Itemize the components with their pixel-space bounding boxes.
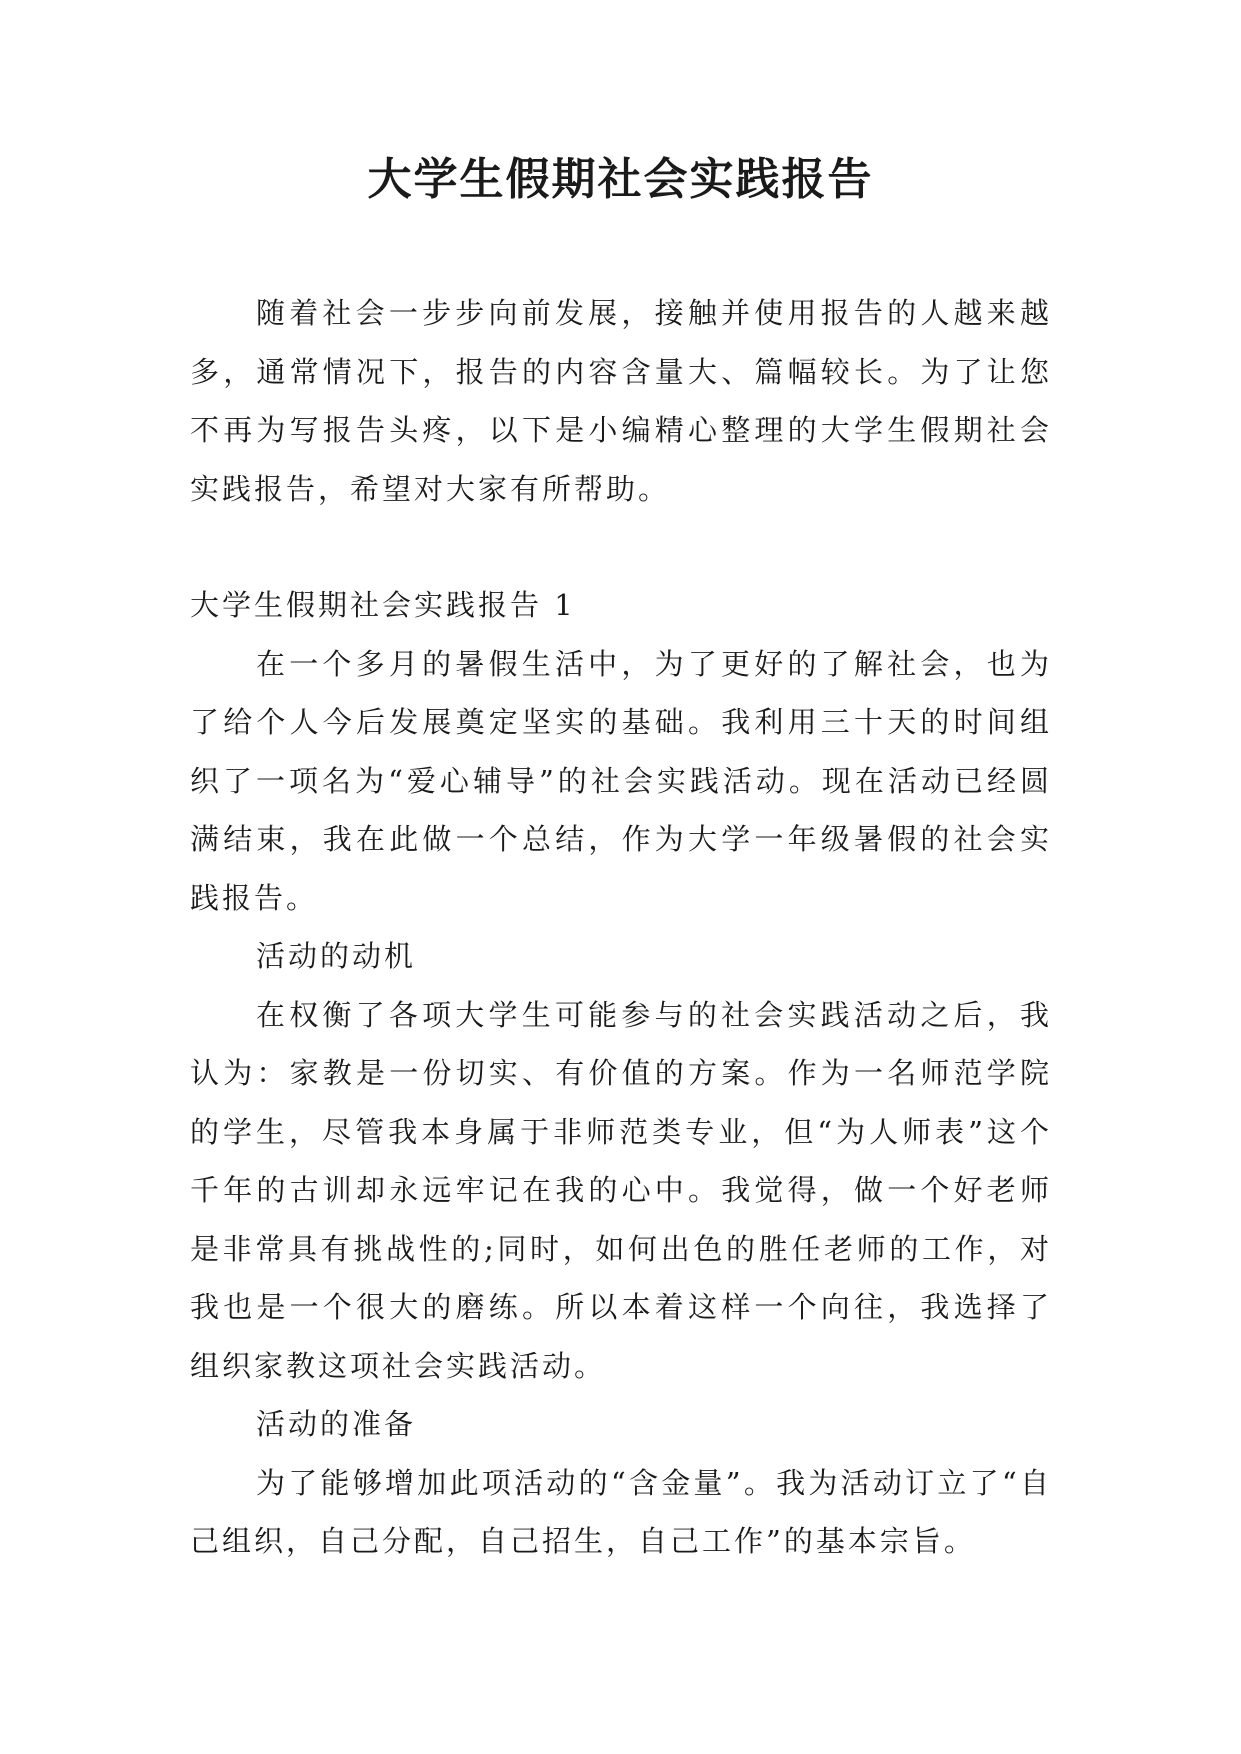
body-paragraph: 在权衡了各项大学生可能参与的社会实践活动之后，我认为：家教是一份切实、有价值的方案。作为一名师范学院的学生，尽管我本身属于非师范类专业，但“为人师表”这个千年的古训却永远牢记在我的心中。我觉得，做一个好老师是非常具有挑战性的;同时，如何出色的胜任老师的工作，对我也是一个很大的磨练。所以本着这样一个向往，我选择了组织家教这项社会实践活动。 — [190, 997, 1052, 1383]
intro-paragraph: 随着社会一步步向前发展，接触并使用报告的人越来越多，通常情况下，报告的内容含量大、篇幅较长。为了让您不再为写报告头疼，以下是小编精心整理的大学生假期社会实践报告，希望对大家有所帮助。 — [190, 296, 1052, 506]
document-title: 大学生假期社会实践报告 — [367, 154, 874, 205]
body-paragraph: 在一个多月的暑假生活中，为了更好的了解社会，也为了给个人今后发展奠定坚实的基础。我利用三十天的时间组织了一项名为“爱心辅导”的社会实践活动。现在活动已经圆满结束，我在此做一个总结，作为大学一年级暑假的社会实践报告。 — [190, 646, 1052, 915]
body-paragraph: 为了能够增加此项活动的“含金量”。我为活动订立了“自己组织，自己分配，自己招生，自己工作”的基本宗旨。 — [190, 1465, 1052, 1558]
subheading-preparation: 活动的准备 — [256, 1407, 417, 1441]
subheading-motivation: 活动的动机 — [256, 939, 417, 973]
document-body — [190, 284, 1052, 1571]
paragraph-gap — [190, 518, 1052, 576]
report-section-heading: 大学生假期社会实践报告 1 — [190, 588, 576, 622]
